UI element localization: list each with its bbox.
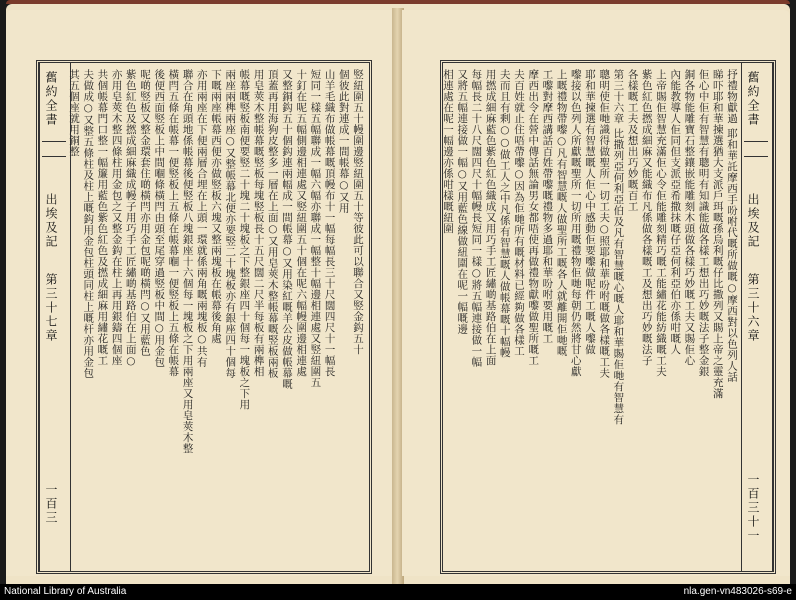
left-text-column: 帳幕嘅竪板南便要竪二十塊二十塊板之下整銀座四十個每一塊板之下用 — [238, 69, 251, 410]
right-text-column: 佢心中佢有智慧有聰明有知識能做各樣工想出巧妙嘅法子整金銀 — [697, 69, 710, 377]
right-chapter-label: 第三十六章 — [746, 273, 760, 343]
right-text-column: 睇吓耶和華揀選猶大支派戶珥嘅孫烏利嘅仔比撒列又賜上帝之靈充滿 — [711, 69, 724, 399]
right-text-column: 上嘅禮物帶嚟○凡有智慧嘅人做聖所工嘅各人就離開佢哋嘅 — [555, 69, 568, 357]
left-text-column: 共個帳幕門口整一幅簾用藍色紫色紅色及撚成細麻用繡花嘅工 — [96, 69, 109, 366]
left-chapter-label: 第三十七章 — [44, 273, 58, 343]
library-credit: National Library of Australia — [4, 586, 127, 597]
right-running-title: 舊約全書 — [746, 71, 760, 127]
left-text-column: 橫閂五條在帳幕一便竪板上五條在帳幕嗰一便竪板上五條在帳幕 — [167, 69, 180, 377]
left-text-column: 其五個座就用銅整 — [67, 69, 80, 157]
right-text-column: 銅各物能雕寶石整鑲嵌能雕刻木頭做各樣巧妙嘅工夫又賜佢心 — [683, 69, 696, 366]
left-text-column: 山羊毛織布做帳幕嘅頂幔布十一幅每幅長三十尺闊四尺十一幅長 — [323, 69, 336, 377]
left-text-frame — [36, 60, 372, 574]
left-book-name: 出埃及記 — [44, 193, 58, 249]
left-text-column: 竪紐圍五十幔圍邊竪紐圍五十等彼此可以聯合又竪金鈎五十 — [351, 69, 364, 355]
right-text-column: 第三十六章 比撒列亞何利亞伯及凡有智慧嘅心嘅人耶和華賜佢哋有智慧有 — [612, 69, 625, 425]
footer-strip — [0, 584, 796, 600]
right-text-column: 聰明使佢哋識得做聖所一切工夫○照耶和華吩咐嘅做各樣嘅工夫 — [598, 69, 611, 379]
left-text-column: 十釘在呢五幅側邊相連處又竪紐圍五十個在呢六幅幔圍邊相連處 — [295, 69, 308, 377]
right-text-column: 嚟接以色列人所獻嘅聖所一切所用嘅禮物佢哋每朝仍然將甘心獻 — [569, 69, 582, 377]
right-text-column: 紫色紅色撚成細麻又能織布凡係做各樣嘅工及想出巧妙嘅法子 — [640, 69, 653, 366]
right-fold-mark — [744, 141, 768, 157]
left-text-column: 紫色紅色及撚成細麻織成幔子用巧手工匠繡啲基路伯在上面○ — [124, 69, 137, 368]
left-text-column: 下嘅兩座帳幕西便亦做竪板六塊又整兩塊板在帳幕後角處 — [209, 69, 222, 344]
left-page — [6, 10, 394, 576]
left-text-column: 用皂莢木整帳幕嘅竪板每塊竪板長十五尺闊二尺半每板有兩榫相 — [252, 69, 265, 377]
left-text-column: 亦用兩座在下便兩層合埋在上頭一環就係兩角嘅兩塊板○共有 — [195, 69, 208, 368]
right-text-column: 內能教導人佢同但支派亞希撒抹嘅仔亞何利亞伯亦係咁嘅人 — [669, 69, 682, 355]
left-text-column: 聯合在角頭地係帳幕後便竪板八塊銀座十六個每一塊板之下用兩座又用皂莢木整 — [181, 69, 194, 454]
right-text-column: 夫百姓就止住唔帶嚟○因為佢哋所有嘅材料已經夠做各樣工 — [512, 69, 525, 357]
left-text-column: 呢啲竪板又整金環套住啲橫閂亦用金包呢啲橫閂○又用藍色 — [138, 69, 151, 357]
right-text-frame — [440, 60, 776, 574]
left-text-column: 短同一樣五幅聯成一幅六幅亦聯成一幅整十幅邊相連處又竪紐圍五 — [309, 69, 322, 388]
left-text-column: 夫做成○又整五條柱及柱上嘅鈎用金包柱頭同柱上嘅杆亦用金包 — [82, 69, 95, 379]
left-text-column: 個彼此對連成一間帳幕○又用 — [337, 69, 350, 214]
left-text-column: 兩座兩榫兩座○又整帳幕北便亦要竪二十塊板亦有銀座四十個每 — [224, 69, 237, 379]
open-book — [6, 4, 790, 584]
left-text-column: 又整銅鈎五十個鈎連兩幅成一間帳幕○又用染紅嘅羊公皮做帳幕嘅 — [280, 69, 293, 390]
right-text-column: 用撚成細麻藍色紫色紅色織成又用巧手工匠繡啲基路伯在上面 — [484, 69, 497, 366]
right-folio: 一百三十一 — [746, 473, 760, 543]
right-text-column: 摩西出令在營中傳話無論男女都唔使再做禮物獻嚟做聖所嘅工 — [527, 69, 540, 366]
right-text-column: 夫而且有剩○○做工人之中凡係有智慧嘅人做帳幕嘅十幅幔 — [498, 69, 511, 358]
right-center-column — [741, 63, 773, 571]
left-text-column: 頂蓋再用海狗皮整多一層在上面○又用皂莢木整帳幕嘅竪板兩板 — [266, 69, 279, 379]
right-book-name: 出埃及記 — [746, 193, 760, 249]
left-running-title: 舊約全書 — [44, 71, 58, 127]
left-text-column: 亦用皂莢木整四條柱用金包之又整金鈎在柱上再用銀鑄四個座 — [110, 69, 123, 366]
record-id: nla.gen-vn483026-s69-e — [683, 586, 792, 597]
right-text-column: 又將五幅連接做一幅○又用藍色線做紐圍在呢一幅嘅邊 — [456, 69, 469, 335]
right-page — [402, 10, 790, 576]
left-folio: 一百三 — [44, 483, 58, 525]
right-text-column: 工嚟對摩西講話百姓帶嚟嘅禮物多過耶和華吩咐要用嘅工 — [541, 69, 554, 344]
right-text-column: 每幅長二十八尺闊四尺十幅幔長短同一樣○將五幅連接做一幅 — [470, 69, 483, 368]
right-text-column: 上帝賜佢智慧充滿佢心令佢能雕刻精巧嘅工能繡花能紡織嘅工夫 — [654, 69, 667, 377]
right-text-column: 抒禮物獻過 耶和華託摩西手吩咐代嘅所做嘅○摩西對以色列人話 — [725, 69, 738, 383]
right-text-column: 耶和華揀選有智慧嘅人佢心中感動佢要嚟做呢件工嘅人嚟做 — [583, 69, 596, 355]
left-text-column: 後便西面竪板上中間嗰條橫閂由頭至尾穿過竪板中間○用金包 — [153, 69, 166, 368]
left-fold-mark — [42, 141, 66, 157]
right-text-column: 各樣嘅工夫及想出巧妙嘅百工 — [626, 69, 639, 212]
right-text-column: 相連處在呢一幅邊亦係咁樣嘅紐圍 — [442, 69, 454, 234]
